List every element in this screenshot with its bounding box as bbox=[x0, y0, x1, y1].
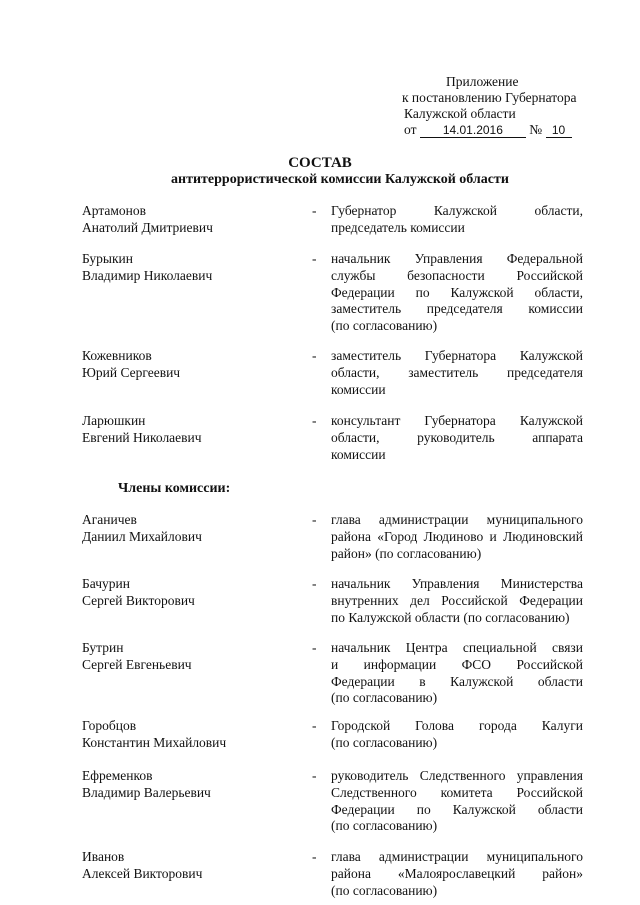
position-line: начальник Управления Министерства bbox=[331, 576, 583, 591]
dash-separator: - bbox=[312, 413, 317, 428]
position-line: заместитель председателя комиссии bbox=[331, 301, 583, 317]
dash-separator: - bbox=[312, 768, 317, 783]
position-line: район» (по согласованию) bbox=[331, 545, 482, 561]
position-line: комиссии bbox=[331, 446, 386, 462]
position-line: начальник Управления Федеральной bbox=[331, 251, 583, 266]
person-given-names: Константин Михайлович bbox=[82, 734, 227, 750]
person-name bbox=[82, 718, 292, 752]
decree-number: 10 bbox=[546, 124, 572, 138]
person-name bbox=[82, 251, 292, 285]
position-description bbox=[331, 203, 583, 237]
person-surname: Бутрин bbox=[82, 640, 124, 655]
position-line: руководитель Следственного управления bbox=[331, 768, 583, 783]
date-prefix: от bbox=[404, 122, 417, 137]
number-prefix: № bbox=[529, 122, 543, 137]
position-line: Следственного комитета Российской bbox=[331, 784, 583, 800]
dash-separator: - bbox=[312, 718, 317, 733]
position-description bbox=[331, 512, 583, 562]
decree-date: 14.01.2016 bbox=[420, 124, 526, 138]
person-name bbox=[82, 640, 292, 674]
position-line: района «Малоярославецкий район» bbox=[331, 865, 583, 881]
appendix-label: Приложение bbox=[446, 74, 519, 89]
person-surname: Иванов bbox=[82, 849, 125, 864]
person-name bbox=[82, 203, 292, 237]
person-name bbox=[82, 512, 292, 546]
person-given-names: Владимир Валерьевич bbox=[82, 784, 211, 800]
position-line: начальник Центра специальной связи bbox=[331, 640, 583, 655]
dash-separator: - bbox=[312, 849, 317, 864]
person-given-names: Юрий Сергеевич bbox=[82, 364, 181, 380]
dash-separator: - bbox=[312, 512, 317, 527]
position-description bbox=[331, 718, 583, 752]
dash-separator: - bbox=[312, 640, 317, 655]
position-description bbox=[331, 640, 583, 707]
position-line: Губернатор Калужской области, bbox=[331, 203, 583, 218]
position-line: Федерации по Калужской области, bbox=[331, 284, 583, 300]
position-line: глава администрации муниципального bbox=[331, 849, 583, 864]
position-line: (по согласованию) bbox=[331, 734, 438, 750]
dash-separator: - bbox=[312, 576, 317, 591]
position-line: консультант Губернатора Калужской bbox=[331, 413, 583, 428]
person-surname: Аганичев bbox=[82, 512, 137, 527]
appendix-region: Калужской области bbox=[404, 106, 516, 121]
person-name bbox=[82, 576, 292, 610]
position-line: (по согласованию) bbox=[331, 882, 438, 898]
person-surname: Ларюшкин bbox=[82, 413, 146, 428]
dash-separator: - bbox=[312, 251, 317, 266]
position-description bbox=[331, 768, 583, 835]
position-line: внутренних дел Российской Федерации bbox=[331, 592, 583, 608]
position-description bbox=[331, 849, 583, 899]
person-surname: Артамонов bbox=[82, 203, 147, 218]
person-name bbox=[82, 348, 292, 382]
position-line: области, руководитель аппарата bbox=[331, 429, 583, 445]
person-given-names: Владимир Николаевич bbox=[82, 267, 213, 283]
person-name bbox=[82, 849, 292, 883]
position-description bbox=[331, 348, 583, 398]
person-given-names: Алексей Викторович bbox=[82, 865, 203, 881]
position-line: по Калужской области (по согласованию) bbox=[331, 609, 570, 625]
position-description bbox=[331, 251, 583, 335]
document-subtitle: антитеррористической комиссии Калужской области bbox=[171, 172, 509, 187]
position-line: Городской Голова города Калуги bbox=[331, 718, 583, 733]
person-given-names: Евгений Николаевич bbox=[82, 429, 202, 445]
position-description bbox=[331, 413, 583, 463]
dash-separator: - bbox=[312, 203, 317, 218]
appendix-date-line bbox=[402, 122, 576, 138]
person-surname: Ефременков bbox=[82, 768, 153, 783]
document-title: СОСТАВ bbox=[288, 155, 352, 171]
person-surname: Бачурин bbox=[82, 576, 130, 591]
position-description bbox=[331, 576, 583, 626]
position-line: заместитель Губернатора Калужской bbox=[331, 348, 583, 363]
position-line: (по согласованию) bbox=[331, 818, 438, 834]
position-line: области, заместитель председателя bbox=[331, 364, 583, 380]
dash-separator: - bbox=[312, 348, 317, 363]
person-given-names: Анатолий Дмитриевич bbox=[82, 219, 213, 235]
position-line: (по согласованию) bbox=[331, 318, 438, 334]
person-surname: Бурыкин bbox=[82, 251, 133, 266]
position-line: председатель комиссии bbox=[331, 219, 465, 235]
position-line: района «Город Людиново и Людиновский bbox=[331, 528, 583, 544]
person-surname: Горобцов bbox=[82, 718, 137, 733]
person-name bbox=[82, 413, 292, 447]
position-line: комиссии bbox=[331, 381, 386, 397]
appendix-block bbox=[402, 74, 576, 138]
person-surname: Кожевников bbox=[82, 348, 152, 363]
members-heading: Члены комиссии: bbox=[118, 481, 231, 496]
position-line: глава администрации муниципального bbox=[331, 512, 583, 527]
position-line: (по согласованию) bbox=[331, 690, 438, 706]
appendix-decree-ref: к постановлению Губернатора bbox=[402, 90, 577, 105]
position-line: Федерации в Калужской области bbox=[331, 673, 583, 689]
position-line: Федерации по Калужской области bbox=[331, 801, 583, 817]
position-line: и информации ФСО Российской bbox=[331, 656, 583, 672]
person-given-names: Сергей Викторович bbox=[82, 592, 195, 608]
person-given-names: Сергей Евгеньевич bbox=[82, 656, 192, 672]
person-given-names: Даниил Михайлович bbox=[82, 528, 202, 544]
person-name bbox=[82, 768, 292, 802]
position-line: службы безопасности Российской bbox=[331, 267, 583, 283]
